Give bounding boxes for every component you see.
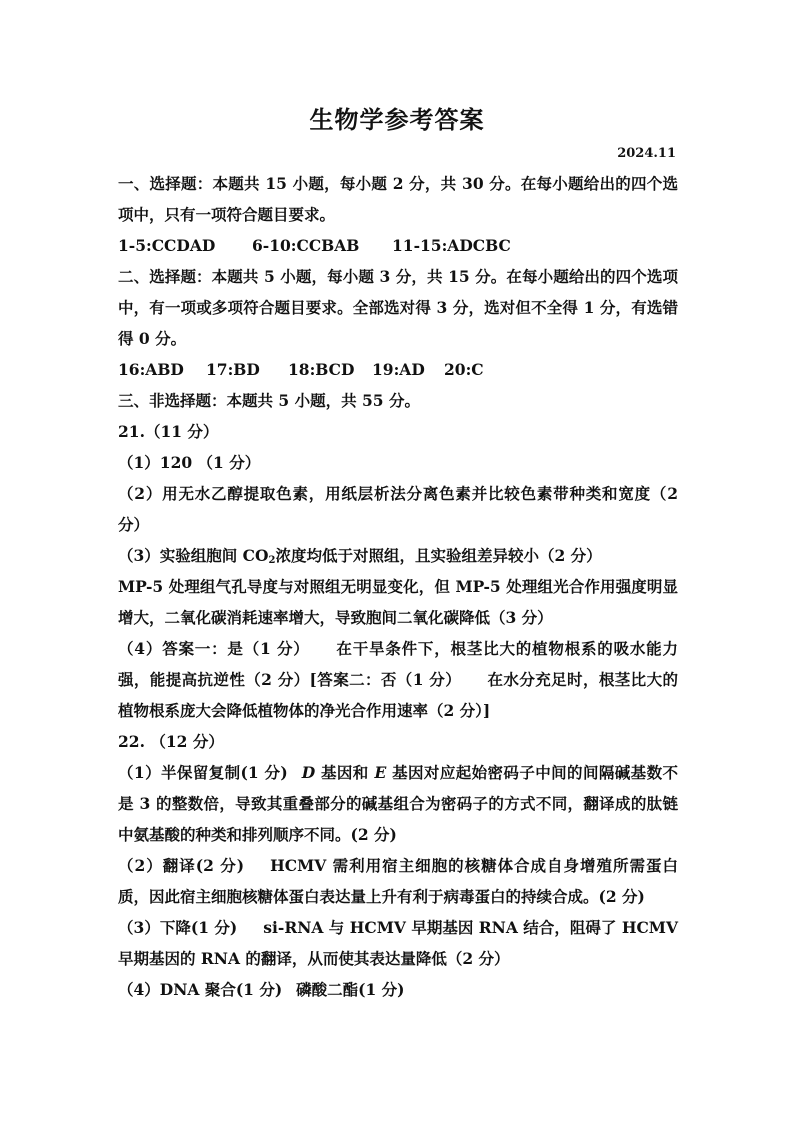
gene-e-label: E xyxy=(374,763,387,782)
answer-group: 16:ABD xyxy=(118,360,184,379)
q21-answer-3 xyxy=(118,540,678,571)
answer-group: 1-5:CCDAD xyxy=(118,236,216,255)
q22-answer-2-text-b: HCMV 需利用宿主细胞的核糖体合成自身增殖所需蛋白质，因此宿主细胞核糖体蛋白表达量上升有利于病毒蛋白的持续合成。(2 分) xyxy=(118,856,678,906)
q21-answer-4 xyxy=(118,633,678,726)
section-3-intro: 三、非选择题：本题共 5 小题，共 55 分。 xyxy=(118,391,420,410)
q21-answer-4-text-c: 在水分充足时，根茎比大的植物根系庞大会降低植物体的净光合作用速率（2 分）] xyxy=(118,670,678,720)
q22-answer-4 xyxy=(118,974,678,1005)
q21-answer-4-text-a: （4）答案一：是（1 分） xyxy=(118,639,310,658)
q22-answer-4-text-b: 磷酸二酯(1 分) xyxy=(296,980,405,999)
q21-answer-3-explanation: MP-5 处理组气孔导度与对照组无明显变化，但 MP-5 处理组光合作用强度明显增大，二氧化碳消耗速率增大，导致胞间二氧化碳降低（3 分） xyxy=(118,577,678,627)
q21-answer-3-text-a: （3）实验组胞间 CO xyxy=(118,546,269,565)
question-21-heading: 21.（11 分） xyxy=(118,422,219,441)
q22-answer-3-text-a: （3）下降(1 分) xyxy=(118,918,238,937)
section-2-answers xyxy=(118,354,678,385)
q22-answer-1-text-a: （1）半保留复制(1 分) xyxy=(118,763,288,782)
answer-group: 6-10:CCBAB xyxy=(252,236,360,255)
answer-group: 20:C xyxy=(444,360,484,379)
q21-answer-4-text-b: 在干旱条件下，根茎比大的植物根系的吸水能力强，能提高抗逆性（2 分）[答案二：否（1 分） xyxy=(118,639,678,689)
q22-answer-3 xyxy=(118,912,678,974)
section-1-intro: 一、选择题：本题共 15 小题，每小题 2 分，共 30 分。在每小题给出的四个选项中，只有一项符合题目要求。 xyxy=(118,174,678,224)
answer-group: 17:BD xyxy=(206,360,260,379)
q22-answer-2 xyxy=(118,850,678,912)
q22-answer-3-text-b: si-RNA 与 HCMV 早期基因 RNA 结合，阻碍了 HCMV 早期基因的 RNA 的翻译，从而使其表达量降低（2 分） xyxy=(118,918,678,968)
q22-answer-2-text-a: （2）翻译(2 分) xyxy=(118,856,245,875)
q21-answer-1: （1）120 （1 分） xyxy=(118,453,261,472)
q22-answer-4-text-a: （4）DNA 聚合(1 分) xyxy=(118,980,283,999)
question-22-heading: 22. （12 分） xyxy=(118,732,224,751)
section-2-intro: 二、选择题：本题共 5 小题，每小题 3 分，共 15 分。在每小题给出的四个选项中，有一项或多项符合题目要求。全部选对得 3 分，选对但不全得 1 分，有选错得 0 分。 xyxy=(118,267,678,348)
answer-group: 19:AD xyxy=(372,360,425,379)
section-1-answers xyxy=(118,230,678,261)
q22-answer-1-text-b: 基因和 xyxy=(315,763,375,782)
answer-group: 18:BCD xyxy=(288,360,355,379)
document-date: 2024.11 xyxy=(617,146,676,161)
q21-answer-3-text-b: 浓度均低于对照组，且实验组差异较小（2 分） xyxy=(275,546,602,565)
gene-d-label: D xyxy=(301,763,316,782)
q22-answer-1 xyxy=(118,757,678,850)
q21-answer-2: （2）用无水乙醇提取色素，用纸层析法分离色素并比较色素带种类和宽度（2 分） xyxy=(118,484,678,534)
page-title: 生物学参考答案 xyxy=(309,105,485,134)
document-body xyxy=(118,168,678,1005)
co2-subscript: 2 xyxy=(268,555,276,566)
q22-answer-1-text-c: 基因对应起始密码子中间的间隔碱基数不是 3 的整数倍，导致其重叠部分的碱基组合为密码子的方式不同，翻译成的肽链中氨基酸的种类和排列顺序不同。(2 分) xyxy=(118,763,678,844)
answer-group: 11-15:ADCBC xyxy=(392,236,511,255)
